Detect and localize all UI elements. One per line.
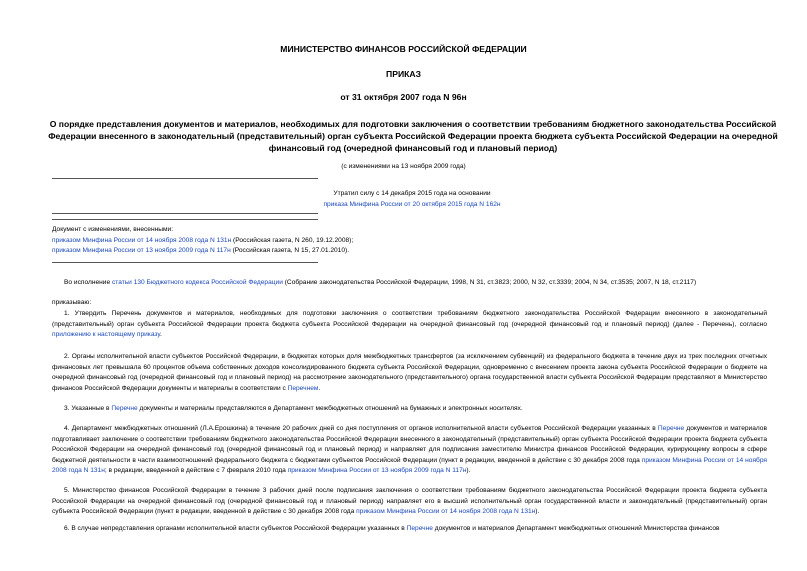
lost-force-text: Утратил силу с 14 декабря 2015 года на основании xyxy=(333,190,491,197)
paragraph-5: 5. Министерство финансов Российской Федерации в течение 3 рабочих дней после подписания заключения о соответствии требованиям бюджетного законодательства Российской Федерации проекта бюджета субъекта Российской Федерации на очередной финансовый год (очередной финансовый год и плановый период) направляет его в высший исполнительный орган государственной власти и законодательный (представительный) орган субъекта Российской Федерации (пункт в редакции, введенной в действие с 30 декабря 2008 года приказом Минфина России от 14 ноября 2008 года N 131н). xyxy=(52,487,767,516)
date-number-heading: от 31 октября 2007 года N 96н xyxy=(340,92,467,102)
paragraph-6: 6. В случае непредставления органами исполнительной власти субъектов Российской Федерации указанных в Перечне документов и материалов Департамент межбюджетных отношений Министерства финансов xyxy=(64,525,720,532)
divider xyxy=(52,262,318,263)
change-item: приказом Минфина России от 14 ноября 2008 года N 131н (Российская газета, N 260, 19.12.2008); xyxy=(52,236,354,244)
amendment-link[interactable]: приказом Минфина России от 14 ноября 2008 года N 131н xyxy=(356,508,536,516)
list-link[interactable]: Перечнем xyxy=(287,384,319,392)
list-link[interactable]: Перечне xyxy=(111,405,138,412)
paragraph-2: 2. Органы исполнительной власти субъектов Российской Федерации, в бюджетах которых доля межбюджетных трансфертов (за исключением субвенций) из федерального бюджета в течение двух из трех последних отчетных финансовых лет превышала 60 процентов объема собственных доходов консолидированного бюджета субъекта Российской Федерации, одновременно с внесением проекта закона субъекта Российской Федерации о бюджете на очередной финансовый год (очередной финансовый год и плановый период) на рассмотрение законодательного (представительного) органа государственной власти субъекта Российской Федерации представляют в Министерство финансов Российской Федерации документы и материалы в соответствии с Перечнем. xyxy=(52,353,767,392)
divider xyxy=(52,213,318,214)
change-link[interactable]: приказом Минфина России от 14 ноября 2008 года N 131н xyxy=(52,236,232,244)
divider xyxy=(52,219,318,220)
doc-type-heading: ПРИКАЗ xyxy=(386,69,421,79)
lost-force-link[interactable]: приказа Минфина России от 20 октября 2015 года N 162н xyxy=(323,200,501,208)
list-link[interactable]: Перечне xyxy=(657,425,685,432)
paragraph-4: 4. Департамент межбюджетных отношений (Л.А.Ерошкина) в течение 20 рабочих дней со дня поступления от органов исполнительной власти субъектов Российской Федерации указанных в Перечне документов и материалов подготавливает заключение о соответствии требованиям бюджетного законодательства Российской Федерации внесенного в законодательный (представительный) орган субъекта Российской Федерации проекта бюджета субъекта Российской Федерации на очередной финансовый год (очередной финансовый год и плановый период) и направляет для подписания заместителю Министра финансов Российской Федерации, курирующему вопросы в сфере бюджетной деятельности в части взаимоотношений федерального бюджета с бюджетами субъектов Российской Федерации (пункт в редакции, введенной в действие с 30 декабря 2008 года приказом Минфина России от 14 ноября 2008 года N 131н; в редакции, введенной в действие с 7 февраля 2010 года приказом Минфина России от 13 ноября 2009 года N 117н). xyxy=(52,425,767,475)
amendment-link[interactable]: приказом Минфина России от 13 ноября 2009 года N 117н xyxy=(287,467,467,475)
changes-label: Документ с изменениями, внесенными: xyxy=(52,226,174,233)
edition-note: (с изменениями на 13 ноября 2009 года) xyxy=(341,163,466,170)
list-link[interactable]: Перечне xyxy=(406,525,433,532)
divider xyxy=(52,178,318,179)
amendment-link[interactable]: приказом Минфина России от 14 ноября 2008 года N 131н xyxy=(52,456,767,475)
intro-paragraph: Во исполнение статьи 130 Бюджетного кодекса Российской Федерации (Собрание законодательства Российской Федерации, 1998, N 31, ст.3823; 2000, N 32, ст.3339; 2004, N 34, ст.3535; 2007, N 18, ст.2117) xyxy=(64,279,697,286)
paragraph-3: 3. Указанные в Перечне документы и материалы представляются в Департамент межбюджетных отношений на бумажных и электронных носителях. xyxy=(64,405,523,412)
paragraph-1: 1. Утвердить Перечень документов и материалов, необходимых для подготовки заключения о соответствии требованиям бюджетного законодательства Российской Федерации внесенного в законодательный (представительный) орган субъекта Российской Федерации проекта бюджета субъекта Российской Федерации на очередной финансовый год (очередной финансовый год и плановый период) (далее - Перечень), согласно приложению к настоящему приказу. xyxy=(52,310,767,339)
appendix-link[interactable]: приложению к настоящему приказу xyxy=(52,331,161,339)
budget-code-link[interactable]: статьи 130 Бюджетного кодекса Российской Федерации xyxy=(111,279,283,286)
change-item: приказом Минфина России от 13 ноября 2009 года N 117н (Российская газета, N 15, 27.01.2010). xyxy=(52,247,350,254)
ministry-heading: МИНИСТЕРСТВО ФИНАНСОВ РОССИЙСКОЙ ФЕДЕРАЦИИ xyxy=(280,44,527,54)
changes-block xyxy=(52,225,752,257)
order-word: приказываю: xyxy=(52,299,92,306)
change-link[interactable]: приказом Минфина России от 13 ноября 2009 года N 117н xyxy=(52,247,231,254)
lost-force-block xyxy=(232,189,592,210)
document-title: О порядке представления документов и материалов, необходимых для подготовки заключения о соответствии требованиям бюджетного законодательства Российской Федерации внесенного в законодательный (представительный) орган субъекта Российской Федерации проекта бюджета субъекта Российской Федерации на очередной финансовый год (очередной финансовый год и плановый период) xyxy=(48,119,778,153)
